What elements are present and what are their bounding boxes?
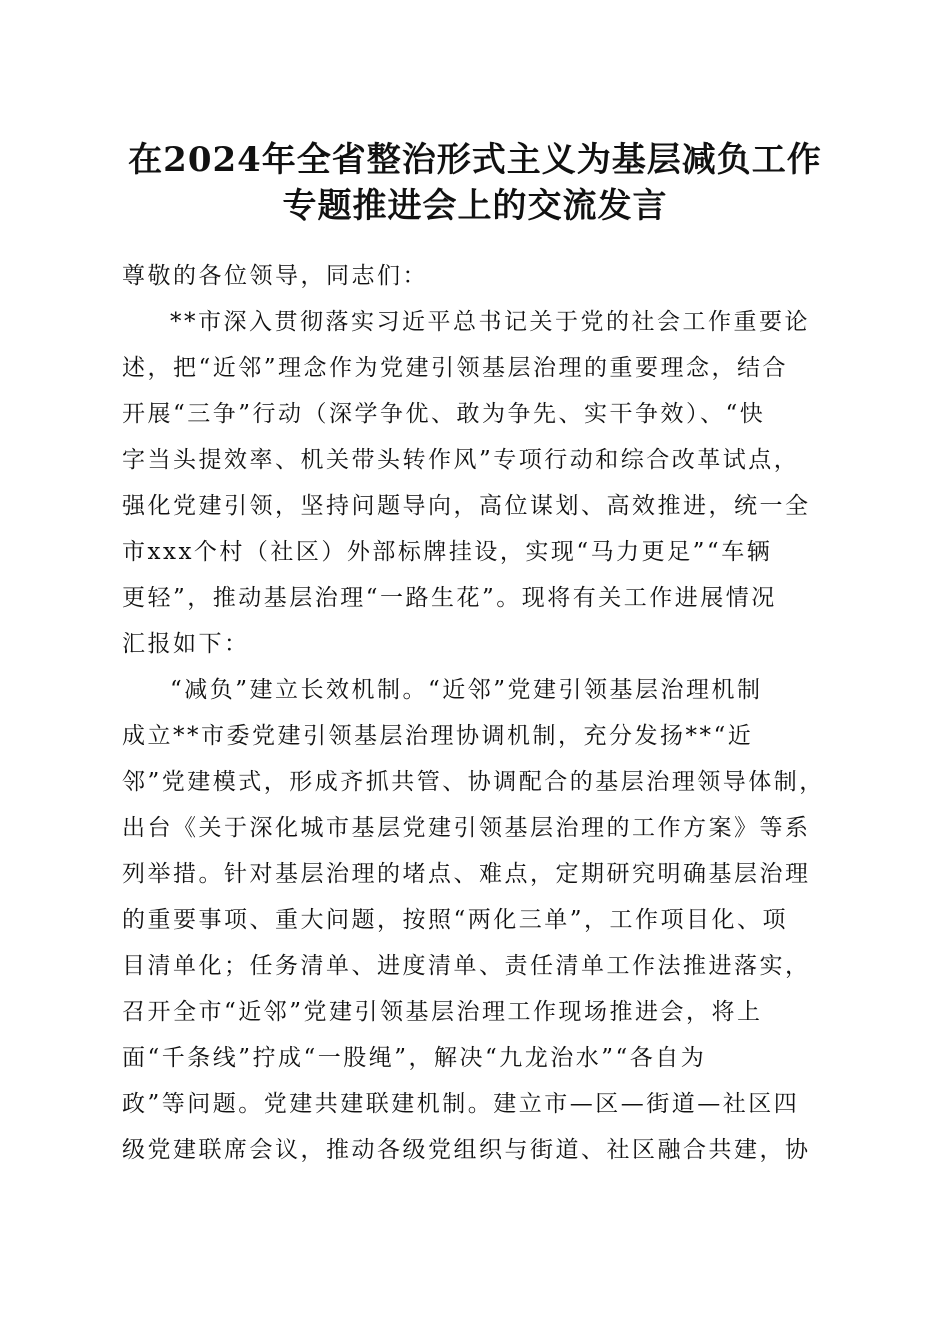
paragraph-line: 更轻”，推动基层治理“一路生花”。现将有关工作进展情况: [122, 585, 777, 611]
paragraph-line: 出台《关于深化城市基层党建引领基层治理的工作方案》等系: [122, 815, 811, 841]
paragraph-line: 强化党建引领，坚持问题导向，高位谋划、高效推进，统一全: [122, 493, 811, 519]
paragraph-line: **市深入贯彻落实习近平总书记关于党的社会工作重要论: [170, 309, 810, 335]
paragraph-line: 级党建联席会议，推动各级党组织与街道、社区融合共建，协: [122, 1137, 811, 1163]
paragraph-line: 目清单化；任务清单、进度清单、责任清单工作法推进落实，: [122, 953, 811, 979]
paragraph-1: [122, 299, 828, 667]
paragraph-line: 市xxx个村（社区）外部标牌挂设，实现“马力更足”“车辆: [122, 539, 773, 565]
paragraph-2: [122, 667, 828, 1173]
paragraph-line: 政”等问题。党建共建联建机制。建立市—区—街道—社区四: [122, 1091, 800, 1117]
paragraph-line: “减负”建立长效机制。“近邻”党建引领基层治理机制: [170, 677, 763, 703]
paragraph-line: 开展“三争”行动（深学争优、敢为争先、实干争效）、“快: [122, 401, 766, 427]
paragraph-line: 汇报如下：: [122, 631, 250, 657]
paragraph-line: 述，把“近邻”理念作为党建引领基层治理的重要理念，结合: [122, 355, 789, 381]
document-title-line-1: 在2024年全省整治形式主义为基层减负工作: [128, 140, 822, 180]
document-body: [122, 253, 828, 1173]
paragraph-line: 的重要事项、重大问题，按照“两化三单”，工作项目化、项: [122, 907, 789, 933]
paragraph-line: 字当头提效率、机关带头转作风”专项行动和综合改革试点，: [122, 447, 800, 473]
paragraph-line: 邻”党建模式，形成齐抓共管、协调配合的基层治理领导体制，: [122, 769, 825, 795]
paragraph-line: 召开全市“近邻”党建引领基层治理工作现场推进会，将上: [122, 999, 763, 1025]
paragraph-line: 列举措。针对基层治理的堵点、难点，定期研究明确基层治理: [122, 861, 811, 887]
paragraph-line: 面“千条线”拧成“一股绳”，解决“九龙治水”“各自为: [122, 1045, 707, 1071]
salutation: 尊敬的各位领导，同志们：: [122, 263, 428, 289]
paragraph-line: 成立**市委党建引领基层治理协调机制，充分发扬**“近: [122, 723, 754, 749]
document-title-line-2: 专题推进会上的交流发言: [282, 186, 668, 226]
